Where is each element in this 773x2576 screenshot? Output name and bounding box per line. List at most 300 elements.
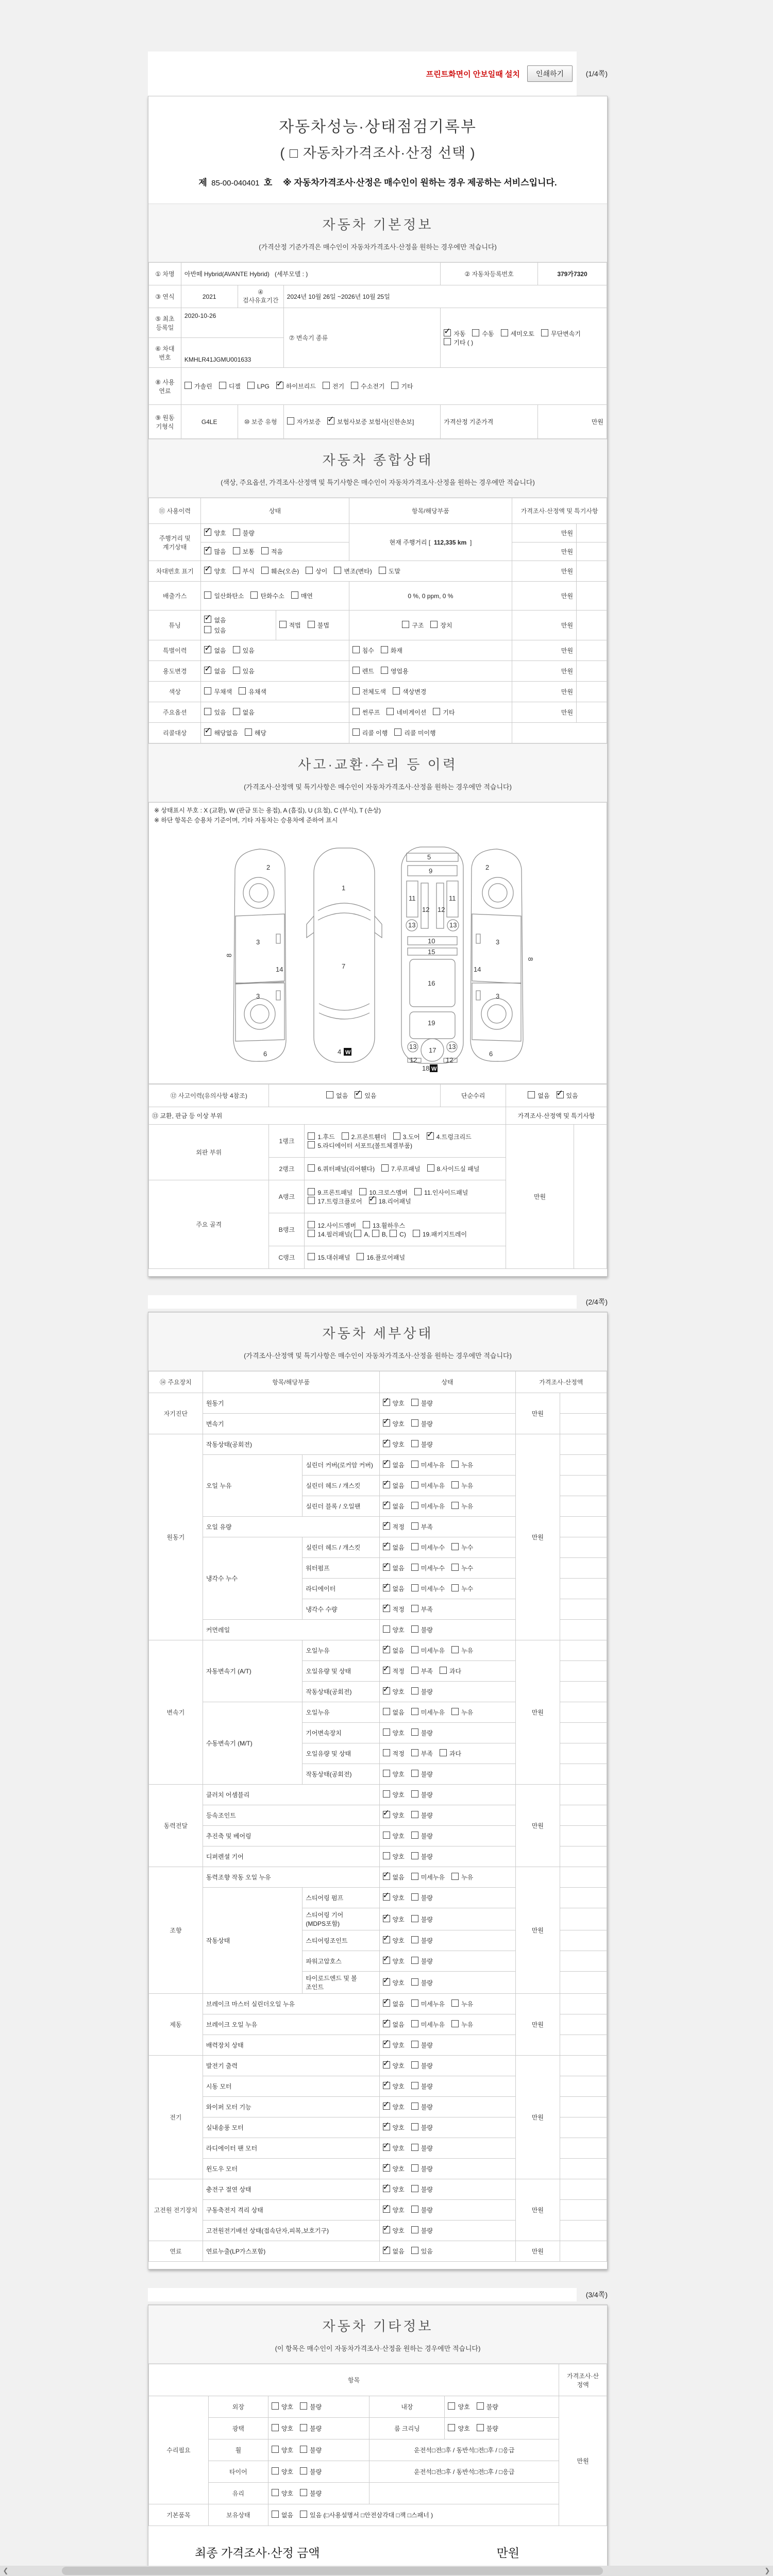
checkbox-option: 과다 — [440, 1667, 461, 1675]
checkbox-option: ✓ 없음 — [383, 1461, 405, 1469]
checkbox-option: 불량 — [411, 1440, 433, 1449]
detail-row — [149, 1867, 607, 1888]
checkbox — [411, 2103, 418, 2110]
detail-row — [149, 1994, 607, 2014]
detail-subitem: 스티어링 펌프 — [303, 1888, 379, 1908]
checkbox-checked — [557, 1091, 564, 1098]
checkbox — [381, 667, 388, 674]
svg-text:12: 12 — [410, 1056, 417, 1064]
detail-price: 만원 — [515, 1434, 560, 1640]
checkbox — [414, 1188, 422, 1195]
checkbox — [411, 1708, 418, 1715]
detail-item: 브레이크 마스터 실린더오일 누유 — [203, 1994, 379, 2014]
checkbox-option: 누유 — [451, 1646, 473, 1655]
svg-text:18: 18 — [422, 1064, 430, 1073]
checkbox-option: 불량 — [300, 2489, 322, 2498]
detail-subitem: 오일유량 및 상태 — [303, 1743, 379, 1764]
detail-price-blank — [560, 1455, 607, 1476]
detail-item: 고전원전기배선 상태(접속단자,피복,보호기구) — [203, 2221, 379, 2241]
checkbox — [444, 338, 451, 345]
detail-subitem: 실린더 블록 / 오일팬 — [303, 1496, 379, 1517]
checkbox-option: 해당 — [245, 728, 266, 737]
detail-states — [379, 1455, 515, 1476]
checkbox-option: 불량 — [411, 1770, 433, 1778]
checkbox — [300, 2511, 307, 2518]
checkbox — [383, 1770, 390, 1777]
checkbox-option: 미세누수 — [411, 1564, 445, 1572]
basic-info-table: ① 차명 아반떼 Hybrid(AVANTE Hybrid) (세부모델 : ) ② 자동차등록번호 379가7320 ③ 연식 2021 ④ 검사유효기간 2024년 10월 26일 ~2026년 10월 25일 ⑤ 최초 등록일 2020-10-26 ⑦ 변속기 종류 ✓자동 수동 세미오토 무단변속기기타 ( ) ⑥ 차대 번호 KMHLR41JGMU001633 ⑧ 사용 연료 가솔린 디젤 LPG ✓ 하이브리드 전기 수소전기 기타 ⑨ 원동 기형식 G4LE ⑩ 보증 유형 자가보증 ✓ 보험사보증 보험사[신한손보] 가격산정 기준가격 만원 — [148, 262, 607, 439]
checkbox-checked — [383, 1419, 390, 1427]
checkbox — [430, 621, 438, 628]
svg-text:9: 9 — [429, 867, 433, 875]
checkbox-option: 있음 — [411, 2247, 433, 2256]
checkbox-checked — [204, 667, 211, 674]
svg-text:3: 3 — [496, 992, 500, 1001]
detail-price-blank — [560, 1414, 607, 1434]
checkbox — [427, 1164, 434, 1172]
checkbox-checked — [383, 2082, 390, 2089]
checkbox-option: 10.크로스멤버 — [359, 1188, 408, 1197]
checkbox-checked — [444, 329, 451, 336]
checkbox — [411, 1936, 418, 1943]
checkbox-checked — [383, 1481, 390, 1488]
detail-states — [379, 1951, 515, 1972]
detail-price-blank — [560, 2138, 607, 2159]
svg-text:11: 11 — [449, 894, 456, 903]
checkbox-checked — [204, 567, 211, 574]
checkbox-option: 구조 — [402, 621, 424, 630]
detail-price: 만원 — [515, 1994, 560, 2056]
checkbox — [204, 687, 211, 694]
detail-item: 발전기 출력 — [203, 2056, 379, 2076]
detail-item: 윈도우 모터 — [203, 2159, 379, 2179]
final-price-unit: 만원 — [496, 2546, 519, 2560]
checkbox-checked — [383, 1461, 390, 1468]
detail-price-blank — [560, 2056, 607, 2076]
plate-number: 379가7320 — [537, 263, 607, 285]
checkbox — [451, 1999, 459, 2007]
checkbox-option: 무채색 — [204, 687, 232, 696]
svg-text:1: 1 — [342, 884, 346, 892]
checkbox — [411, 1543, 418, 1550]
checkbox — [411, 1625, 418, 1633]
detail-price-blank — [560, 1826, 607, 1846]
checkbox-option: ✓ 있음 — [557, 1091, 578, 1100]
detail-price: 만원 — [515, 1785, 560, 1867]
detail-item: 커먼레일 — [203, 1620, 379, 1640]
detail-states — [379, 1682, 515, 1702]
svg-text:2: 2 — [485, 863, 490, 872]
checkbox-option: 적음 — [261, 547, 283, 556]
detail-subitem: 오일유량 및 상태 — [303, 1661, 379, 1682]
checkbox-option: ✓ 양호 — [383, 2041, 405, 2049]
checkbox — [308, 1132, 315, 1140]
scrollbar-thumb[interactable] — [62, 2567, 603, 2575]
checkbox — [342, 1132, 349, 1140]
checkbox-checked — [383, 1873, 390, 1880]
detail-table: ⑭ 주요장치 항목/해당부품 상태 가격조사·산정액 자기진단 원동기 ✓ 양호 불량 만원 변속기 ✓ 양호 불량 원동기 작동상태(공회전) ✓ 양호 불량 만원 오일 누유 실린더 커버(로커암 커버) ✓ 없음 미세누유 누유 실린더 헤드 / 개스킷 ✓ 없음 미세누유 누유 실린더 블록 / 오일팬 ✓ 없음 미세누유 누유 오일 유량 ✓ 적정 부족 냉각수 누수 실린더 헤드 / 개스킷 ✓ 없음 미세누수 누수 워터펌프 ✓ 없음 미세누수 누수 라디에이터 ✓ 없음 미세누수 누수 냉각수 수량 ✓ 적정 부족 커먼레일 양호 불량 변속기 자동변속기 (A/T) 오일누유 ✓ 없음 미세누유 누유 만원 오일유량 및 상태 ✓ 적정 부족 과다 작동상태(공회전) ✓ 양호 불량 수동변속기 (M/T) 오일누유 없음 미세누유 누유 기어변속장치 양호 불량 오일유량 및 상태 적정 부족 과다 작동상태(공회전) 양호 불량 동력전달 클러치 어셈블리 양호 불량 만원 등속조인트 ✓ 양호 불량 추진축 및 베어링 양호 불량 디퍼렌셜 기어 양호 불량 조향 동력조향 작동 오일 누유 ✓ 없음 미세누유 누유 만원 작동상태 스티어링 펌프 ✓ 양호 불량 스티어링 기어(MDPS포함) ✓양호 불량 스티어링조인트 ✓ 양호 불량 파워고압호스 ✓ 양호 불량 타이로드엔드 및 볼 조인트 ✓양호 불량 제동 브레이크 마스터 실린더오일 누유 ✓ 없음 미세누유 누유 만원 브레이크 오일 누유 ✓ 없음 미세누유 누유 배력장치 상태 ✓ 양호 불량 전기 발전기 출력 ✓ 양호 불량 만원 시동 모터 ✓ 양호 불량 와이퍼 모터 기능 ✓ 양호 불량 실내송풍 모터 ✓ 양호 불량 라디에이터 팬 모터 ✓ 양호 불량 윈도우 모터 ✓ 양호 불량 고전원 전기장치 충전구 절연 상태 ✓ 양호 불량 만원 구동축전지 격리 상태 ✓ 양호 불량 고전원전기배선 상태(접속단자,피복,보호기구) ✓ 양호 불량 연료 연료누출(LP가스포함) ✓ 없음 있음 만원 — [148, 1371, 607, 2262]
checkbox — [411, 1687, 418, 1694]
checkbox-checked — [383, 2185, 390, 2192]
detail-states — [379, 2056, 515, 2076]
checkbox-option: 없음 — [326, 1091, 348, 1100]
detail-states — [379, 1517, 515, 1537]
svg-text:5: 5 — [427, 853, 431, 861]
checkbox-option: ✓ 양호 — [383, 1893, 405, 1902]
checkbox-checked — [327, 417, 334, 425]
checkbox-checked — [427, 1132, 434, 1140]
checkbox — [411, 1852, 418, 1859]
transmission-options — [441, 308, 607, 368]
checkbox-option: 9.프론트패널 — [308, 1188, 352, 1197]
checkbox-option: ✓ 18.리어패널 — [369, 1197, 411, 1206]
checkbox-option: 적법 — [279, 621, 301, 630]
detail-item: 구동축전지 격리 상태 — [203, 2200, 379, 2221]
checkbox-option: ✓ 양호 — [383, 1687, 405, 1696]
detail-states — [379, 1805, 515, 1826]
checkbox-option: 양호 — [383, 1790, 405, 1799]
svg-text:13: 13 — [409, 1043, 417, 1051]
detail-states — [379, 1579, 515, 1599]
checkbox-option: ✓ 양호 — [204, 567, 226, 575]
device-group-label: 조향 — [149, 1867, 203, 1994]
horizontal-scrollbar[interactable] — [0, 2566, 773, 2576]
checkbox — [352, 646, 360, 653]
checkbox — [411, 2247, 418, 2254]
checkbox — [352, 687, 360, 694]
checkbox-checked — [369, 1197, 376, 1204]
detail-price-blank — [560, 1393, 607, 1414]
checkbox-option: 불량 — [411, 2041, 433, 2049]
checkbox — [250, 591, 258, 599]
checkbox — [411, 1399, 418, 1406]
detail-subitem: 라디에이터 — [303, 1579, 379, 1599]
checkbox-checked — [383, 1667, 390, 1674]
checkbox-option: 미세누유 — [411, 1646, 445, 1655]
checkbox — [451, 1502, 459, 1509]
device-group-label: 제동 — [149, 1994, 203, 2056]
checkbox-option: 누수 — [451, 1564, 473, 1572]
detail-states — [379, 2014, 515, 2035]
checkbox-checked — [383, 1522, 390, 1530]
checkbox — [383, 1790, 390, 1798]
print-button[interactable]: 인쇄하기 — [527, 65, 573, 82]
checkbox-option: 13.휠하우스 — [363, 1221, 405, 1230]
checkbox-option: ✓ 없음 — [383, 1646, 405, 1655]
detail-subitem: 실린더 헤드 / 개스킷 — [303, 1537, 379, 1558]
detail-price: 만원 — [515, 1393, 560, 1434]
checkbox-checked — [383, 2206, 390, 2213]
checkbox-option: 무단변속기 — [541, 329, 581, 338]
checkbox — [381, 646, 388, 653]
checkbox — [383, 1832, 390, 1839]
checkbox — [541, 329, 548, 336]
detail-price-blank — [560, 2159, 607, 2179]
checkbox-checked — [383, 1399, 390, 1406]
svg-text:W: W — [345, 1049, 351, 1056]
checkbox-option: ✓ 양호 — [383, 1440, 405, 1449]
detail-states — [379, 2241, 515, 2262]
checkbox-option: 양호 — [448, 2402, 469, 2411]
detail-price: 만원 — [515, 2241, 560, 2262]
checkbox-checked — [383, 1893, 390, 1901]
checkbox — [448, 2424, 455, 2431]
field-value: 아반떼 Hybrid(AVANTE Hybrid) (세부모델 : ) — [181, 263, 440, 285]
detail-states — [379, 1661, 515, 1682]
checkbox — [363, 1221, 370, 1228]
detail-price-blank — [560, 1661, 607, 1682]
checkbox-option: 불량 — [300, 2446, 322, 2454]
checkbox — [501, 329, 508, 336]
detail-states — [379, 1994, 515, 2014]
section-detail: 자동차 세부상태 (가격조사·산정액 및 특기사항은 매수인이 자동차가격조사·산정을 원하는 경우에만 적습니다) — [148, 1312, 607, 1371]
section-overall: 자동차 종합상태 (색상, 주요옵션, 가격조사·산정액 및 특기사항은 매수인이 자동차가격조사·산정을 원하는 경우에만 적습니다) — [148, 439, 607, 498]
page-3 — [148, 2304, 608, 2576]
scroll-left-arrow[interactable]: ❮ — [3, 2567, 9, 2574]
svg-text:11: 11 — [409, 894, 416, 903]
svg-text:W: W — [431, 1066, 437, 1073]
svg-text:15: 15 — [428, 948, 435, 956]
checkbox-option: 전기 — [323, 382, 344, 391]
doc-note: ※ 자동차가격조사·산정은 매수인이 원하는 경우 제공하는 서비스입니다. — [283, 178, 557, 188]
checkbox-checked — [383, 2164, 390, 2172]
checkbox — [300, 2467, 307, 2475]
checkbox-option: ✓ 양호 — [383, 1399, 405, 1408]
checkbox — [383, 1749, 390, 1756]
detail-price-blank — [560, 1517, 607, 1537]
detail-price-blank — [560, 2097, 607, 2117]
checkbox-option: 불량 — [411, 2123, 433, 2132]
detail-price-blank — [560, 1951, 607, 1972]
detail-row — [149, 1393, 607, 1414]
detail-item: 오일 누유 — [203, 1455, 303, 1517]
detail-item: 오일 유량 — [203, 1517, 379, 1537]
checkbox-option: 양호 — [383, 1728, 405, 1737]
checkbox — [233, 547, 240, 554]
checkbox-checked — [383, 2247, 390, 2254]
checkbox — [477, 2402, 484, 2410]
checkbox — [411, 1728, 418, 1736]
checkbox-option: ✓ 없음 — [204, 646, 226, 655]
detail-states — [379, 1599, 515, 1620]
checkbox-option: LPG — [247, 382, 270, 390]
checkbox-option: 14.필러패널( A, B, C) — [308, 1230, 406, 1239]
detail-price-blank — [560, 2035, 607, 2056]
checkbox — [411, 1646, 418, 1653]
checkbox-option: 훼손(오손) — [261, 567, 299, 575]
detail-subitem: 작동상태(공회전) — [303, 1682, 379, 1702]
checkbox — [233, 567, 240, 574]
checkbox-option: 누유 — [451, 2020, 473, 2029]
fuel-options — [181, 368, 607, 405]
checkbox — [300, 2446, 307, 2453]
detail-states — [379, 1972, 515, 1994]
svg-text:19: 19 — [428, 1019, 435, 1027]
checkbox-option: ✓ 없음 — [383, 1999, 405, 2008]
scroll-right-arrow[interactable]: ❯ — [764, 2567, 770, 2574]
checkbox — [184, 382, 192, 389]
checkbox — [411, 1667, 418, 1674]
checkbox-option: ✓ 없음 — [383, 1564, 405, 1572]
checkbox — [411, 1811, 418, 1818]
checkbox — [306, 567, 313, 574]
checkbox — [411, 1419, 418, 1427]
checkbox-option: 불량 — [411, 1957, 433, 1965]
detail-item: 라디에이터 팬 모터 — [203, 2138, 379, 2159]
rank-items — [305, 1246, 506, 1269]
checkbox-option: 불량 — [411, 1978, 433, 1987]
checkbox — [272, 2424, 279, 2431]
detail-item: 동력조향 작동 오일 누유 — [203, 1867, 379, 1888]
checkbox — [411, 1790, 418, 1798]
detail-subitem: 파워고압호스 — [303, 1951, 379, 1972]
checkbox — [451, 1543, 459, 1550]
checkbox — [357, 1253, 364, 1260]
detail-row — [149, 2056, 607, 2076]
detail-states — [379, 1620, 515, 1640]
checkbox — [411, 1440, 418, 1447]
checkbox-option: 불량 — [411, 2185, 433, 2194]
detail-price: 만원 — [515, 2179, 560, 2241]
detail-item: 시동 모터 — [203, 2076, 379, 2097]
checkbox — [272, 2511, 279, 2518]
checkbox — [451, 1873, 459, 1880]
checkbox — [291, 591, 298, 599]
rank-items — [305, 1180, 506, 1213]
detail-subitem: 오일누유 — [303, 1640, 379, 1661]
checkbox-option: 기타 — [391, 382, 413, 391]
checkbox — [411, 2185, 418, 2192]
checkbox — [451, 2020, 459, 2027]
detail-states — [379, 2138, 515, 2159]
section-basic-info: 자동차 기본정보 (가격산정 기준가격은 매수인이 자동차가격조사·산정을 원하는 경우에만 적습니다) — [148, 204, 607, 262]
checkbox — [247, 382, 255, 389]
checkbox-checked — [383, 1811, 390, 1818]
checkbox — [393, 687, 400, 694]
detail-item: 브레이크 오일 누유 — [203, 2014, 379, 2035]
checkbox-option: 불량 — [411, 1811, 433, 1820]
page-indicator-2: (2/4쪽) — [585, 1298, 608, 1307]
checkbox — [451, 1646, 459, 1653]
checkbox-checked — [355, 1091, 362, 1098]
detail-price-blank — [560, 2014, 607, 2035]
checkbox — [351, 382, 358, 389]
checkbox-option: 부족 — [411, 1749, 433, 1758]
detail-price-blank — [560, 2076, 607, 2097]
checkbox-option: ✓ 보험사보증 보험사[신한손보] — [327, 417, 414, 426]
detail-price-blank — [560, 1846, 607, 1867]
warranty-options — [283, 405, 440, 439]
checkbox — [411, 1564, 418, 1571]
detail-item: 수동변속기 (M/T) — [203, 1702, 303, 1785]
section-history: 사고·교환·수리 등 이력 (가격조사·산정액 및 특기사항은 매수인이 자동차가격조사·산정을 원하는 경우에만 적습니다) — [148, 743, 607, 802]
rank-label: A랭크 — [269, 1180, 305, 1213]
detail-item: 연료누출(LP가스포함) — [203, 2241, 379, 2262]
section-etc: 자동차 기타정보 (이 항목은 매수인이 자동차가격조사·산정을 원하는 경우에만 적습니다) — [148, 2305, 607, 2364]
detail-item: 냉각수 누수 — [203, 1537, 303, 1620]
checkbox-option: 수동 — [472, 329, 494, 338]
detail-states — [379, 1434, 515, 1455]
checkbox-option: 있음 (□사용설명서 □안전삼각대 □잭 □스패너 ) — [300, 2511, 433, 2519]
detail-price-blank — [560, 1620, 607, 1640]
checkbox — [383, 1625, 390, 1633]
detail-item: 변속기 — [203, 1414, 379, 1434]
checkbox — [204, 591, 211, 599]
checkbox-option: 있음 — [204, 626, 272, 635]
checkbox — [354, 1230, 361, 1237]
svg-text:8: 8 — [527, 957, 534, 961]
checkbox — [239, 687, 246, 694]
doc-number: 제 85-00-040401 호 ※ 자동차가격조사·산정은 매수인이 원하는 경우 제공하는 서비스입니다. — [198, 178, 557, 188]
detail-states — [379, 2200, 515, 2221]
checkbox — [383, 1708, 390, 1715]
detail-item: 자동변속기 (A/T) — [203, 1640, 303, 1702]
checkbox — [233, 529, 240, 536]
checkbox-option: 불법 — [308, 621, 329, 630]
rank-label: 2랭크 — [269, 1158, 305, 1180]
checkbox-option: 불량 — [411, 1790, 433, 1799]
checkbox-option: ✓자동 — [444, 329, 465, 338]
checkbox-option: 세미오토 — [501, 329, 534, 338]
checkbox — [411, 2206, 418, 2213]
checkbox-option: ✓ 양호 — [383, 1419, 405, 1428]
checkbox-option: 6.쿼터패널(리어휀다) — [308, 1164, 375, 1173]
checkbox-option: ✓없음 — [204, 616, 272, 624]
checkbox-option: 가솔린 — [184, 382, 212, 391]
detail-item: 작동상태 — [203, 1888, 303, 1994]
checkbox — [411, 1749, 418, 1756]
checkbox-option: 불량 — [411, 1852, 433, 1861]
checkbox-option: 불량 — [411, 1625, 433, 1634]
rank-price: 만원 — [506, 1125, 574, 1269]
checkbox-option: ✓ 없음 — [204, 667, 226, 675]
checkbox-checked — [383, 2103, 390, 2110]
checkbox-option: 불량 — [411, 2164, 433, 2173]
checkbox — [411, 1893, 418, 1901]
checkbox-option: ✓ 적정 — [383, 1605, 405, 1614]
checkbox-option: 미세누유 — [411, 1708, 445, 1717]
svg-text:12: 12 — [422, 906, 430, 914]
checkbox-checked — [383, 1999, 390, 2007]
checkbox — [308, 1230, 315, 1237]
checkbox — [308, 621, 315, 628]
checkbox-option: ✓ 양호 — [383, 2206, 405, 2214]
checkbox-option: 미세누유 — [411, 1999, 445, 2008]
checkbox-option: 17.트렁크플로어 — [308, 1197, 362, 1206]
checkbox — [451, 1584, 459, 1591]
checkbox — [411, 2164, 418, 2172]
detail-price-blank — [560, 2117, 607, 2138]
checkbox — [383, 1852, 390, 1859]
detail-states — [379, 1702, 515, 1723]
mileage-cell: 현재 주행거리 [ 112,335 km ] — [349, 524, 512, 561]
detail-states — [379, 1537, 515, 1558]
checkbox — [279, 621, 287, 628]
checkbox-option: 양호 — [272, 2446, 293, 2454]
detail-price-blank — [560, 1908, 607, 1930]
svg-text:3: 3 — [496, 938, 500, 946]
detail-price-blank — [560, 1558, 607, 1579]
checkbox — [411, 1522, 418, 1530]
detail-item: 디퍼렌셜 기어 — [203, 1846, 379, 1867]
base-price-cell: 만원 — [537, 405, 607, 439]
checkbox-option: 부족 — [411, 1522, 433, 1531]
checkbox-option: ✓ 4.트렁크리드 — [427, 1132, 472, 1141]
checkbox-option: ✓ 없음 — [383, 2020, 405, 2029]
checkbox-option: ✓ 없음 — [383, 1873, 405, 1882]
checkbox-checked — [383, 2144, 390, 2151]
checkbox-option: 불량 — [411, 2082, 433, 2091]
